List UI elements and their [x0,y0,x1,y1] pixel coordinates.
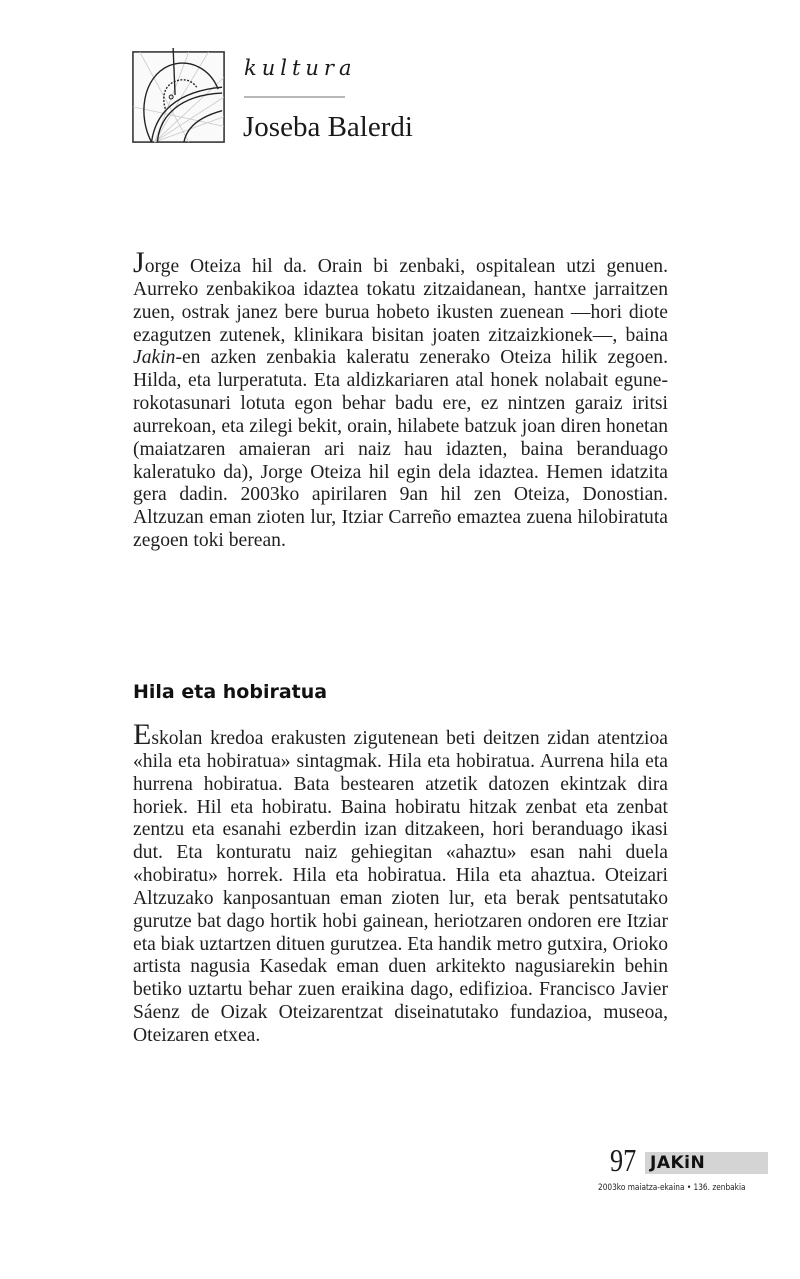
section-logo [130,48,228,146]
magazine-logo: JAKiN [650,1153,706,1173]
section-label: kultura [244,56,357,80]
author-name: Joseba Balerdi [243,111,413,143]
sketch-arcs-icon [130,48,228,146]
issue-info: 2003ko maiatza-ekaina • 136. zenbakia [598,1183,746,1193]
magazine-name-italic: Jakin [133,347,176,369]
paragraph-text: skolan kredoa erakusten zigutenean beti deitzen zidan atentzioa «hila eta hobiratua» sintagmak. Hila eta hobiratua. Aurrena hila eta hurrena hobiratua. Bata bestearen atzetik datozen ekintzak dira horiek. Hil eta hobiratu. Baina hobiratu hitzak zenbat eta zenbat zentzu eta esanahi ezberdin izan ditzakeen, hori beranduago ikasi dut. Eta konturatu naiz gehiegitan «ahaztu» esan nahi duela «hobiratu» horrek. Hila eta hobiratua. Hila eta ahaztua. Oteizari Altzuzako kanposantuan eman zioten lur, eta berak pentsatutako gurutze bat dago hortik hobi gainean, heriotzaren ondoren ere Itziar eta biak uztartzen dituen gurutzea. Eta handik metro gutxira, Orioko artista nagusia Kasedak eman duen arkitekto nagusiarekin behin betiko uztartu behar zuen eraikina dago, edifizioa. Francisco Javier Sáenz de Oizak Oteizarentzat diseinatutako fundazioa, museoa, Oteizaren etxea. [133,728,668,1046]
paragraph-text: orge Oteiza hil da. Orain bi zenbaki, ospitalean utzi genuen. Aurreko zenbakikoa idaztea tokatu zitzaidanean, hantxe jarraitzen zuen, ostrak janez bere burua hobeto ikusten zuenean —hori diote ezagutzen zutenek, klinikara bisitan joaten zitzaizkionek—, baina [133,256,668,346]
drop-cap: J [133,246,145,279]
drop-cap: E [133,718,152,751]
section-heading: Hila eta hobiratua [133,681,328,703]
intro-paragraph [133,246,668,553]
header-divider [244,96,345,98]
section-paragraph [133,718,668,1048]
paragraph-text: -en azken zenbakia kaleratu zenerako Oteiza hilik zegoen. Hilda, eta lurperatuta. Eta aldizkariaren atal honek nolabait egunerokotasunari lotuta egon behar badu ere, ez nintzen garaiz iritsi aurrekoan, eta zilegi bekit, orain, hilabete batzuk joan diren honetan (maiatzaren amaieran ari naiz hau idazten, baina beranduago kaleratuko da), Jorge Oteiza hil egin dela idaztea. Hemen idatzita gera dadin. 2003ko apirilaren 9an hil zen Oteiza, Donostian. Altzuzan eman zioten lur, Itziar Carreño emaztea zuena hilobiratuta zegoen toki berean. [133,347,668,552]
page-number: 97 [610,1142,637,1178]
